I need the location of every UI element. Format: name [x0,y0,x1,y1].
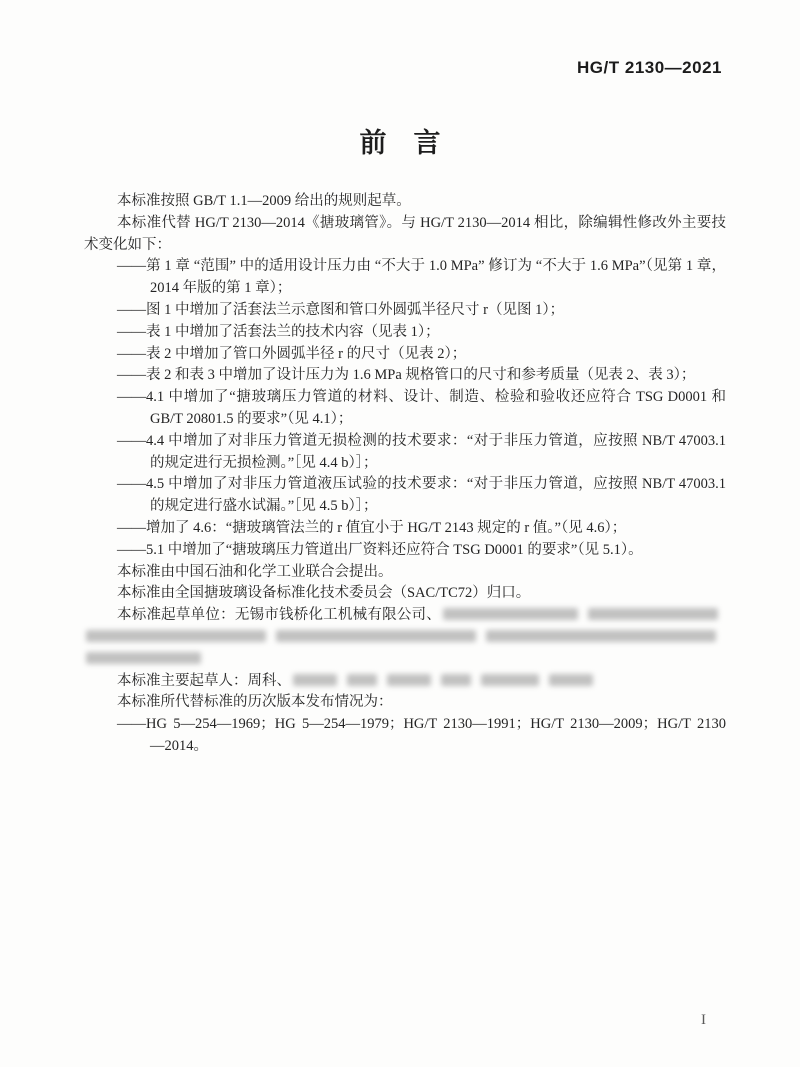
paragraph-text: 本标准主要起草人：周科、 [117,672,291,689]
foreword-body [84,191,726,758]
doc-code: HG/T 2130—2021 [577,58,722,77]
paragraph-text: ——HG 5—254—1969；HG 5—254—1979；HG/T 2130—1991；HG/T 2130—2009；HG/T 2130—2014。 [117,716,726,754]
paragraph [84,605,726,670]
paragraph [84,671,726,693]
paragraph-text: ——4.4 中增加了对非压力管道无损检测的技术要求：“对于非压力管道，应按照 NB/T 47003.1 的规定进行无损检测。”［见 4.4 b）］； [117,432,726,471]
paragraph-text: ——表 2 和表 3 中增加了设计压力为 1.6 MPa 规格管口的尺寸和参考质量（见表 2、表 3）； [117,367,696,384]
redacted-text [443,608,578,620]
list-item [84,431,726,475]
paragraph-text: ——表 2 中增加了管口外圆弧半径 r 的尺寸（见表 2）； [117,345,467,362]
paragraph-text: 本标准所代替标准的历次版本发布情况为： [117,694,393,711]
list-item [84,300,726,322]
paragraph-text: 本标准由中国石油和化学工业联合会提出。 [117,563,393,580]
redacted-text [276,630,476,642]
list-item [84,518,726,540]
list-item [84,474,726,518]
redacted-text [387,674,431,686]
redacted-text [481,674,539,686]
paragraph-text: 本标准起草单位：无锡市钱桥化工机械有限公司、 [117,607,441,624]
redacted-text [486,630,716,642]
redacted-text [86,630,266,642]
list-item [84,344,726,366]
list-item [84,387,726,431]
list-item [84,322,726,344]
paragraph-text: ——5.1 中增加了“搪玻璃压力管道出厂资料还应符合 TSG D0001 的要求”（见 5.1）。 [117,541,643,558]
redacted-text [441,674,471,686]
redacted-text [86,652,201,664]
redacted-text [293,674,337,686]
paragraph-text: 本标准由全国搪玻璃设备标准化技术委员会（SAC/TC72）归口。 [117,585,531,602]
page-number: I [701,1012,707,1028]
paragraph [84,583,726,605]
paragraph-text: ——4.5 中增加了对非压力管道液压试验的技术要求：“对于非压力管道，应按照 NB/T 47003.1 的规定进行盛水试漏。”［见 4.5 b）］； [117,476,726,515]
list-item [84,256,726,300]
paragraph [84,191,726,213]
page-title: 前 言 [359,128,441,158]
paragraph-text: ——第 1 章 “范围” 中的适用设计压力由 “不大于 1.0 MPa” 修订为 “不大于 1.6 MPa”（见第 1 章，2014 年版的第 1 章）； [117,258,726,297]
paragraph [84,692,726,714]
paragraph-text: ——增加了 4.6：“搪玻璃管法兰的 r 值宜小于 HG/T 2143 规定的 r 值。”（见 4.6）； [117,519,627,536]
paragraph-text: 本标准代替 HG/T 2130—2014《搪玻璃管》。与 HG/T 2130—2014 相比，除编辑性修改外主要技术变化如下： [84,214,726,253]
redacted-text [549,674,593,686]
list-item [84,540,726,562]
list-item [84,365,726,387]
paragraph-text: ——表 1 中增加了活套法兰的技术内容（见表 1）； [117,323,440,340]
paragraph-text: ——图 1 中增加了活套法兰示意图和管口外圆弧半径尺寸 r（见图 1）； [117,301,565,318]
paragraph [84,562,726,584]
redacted-text [588,608,718,620]
paragraph-text: 本标准按照 GB/T 1.1—2009 给出的规则起草。 [117,193,411,209]
redacted-text [347,674,377,686]
paragraph [84,213,726,257]
list-item [84,714,726,758]
paragraph-text: ——4.1 中增加了“搪玻璃压力管道的材料、设计、制造、检验和验收还应符合 TSG D0001 和 GB/T 20801.5 的要求”（见 4.1）； [117,389,726,427]
